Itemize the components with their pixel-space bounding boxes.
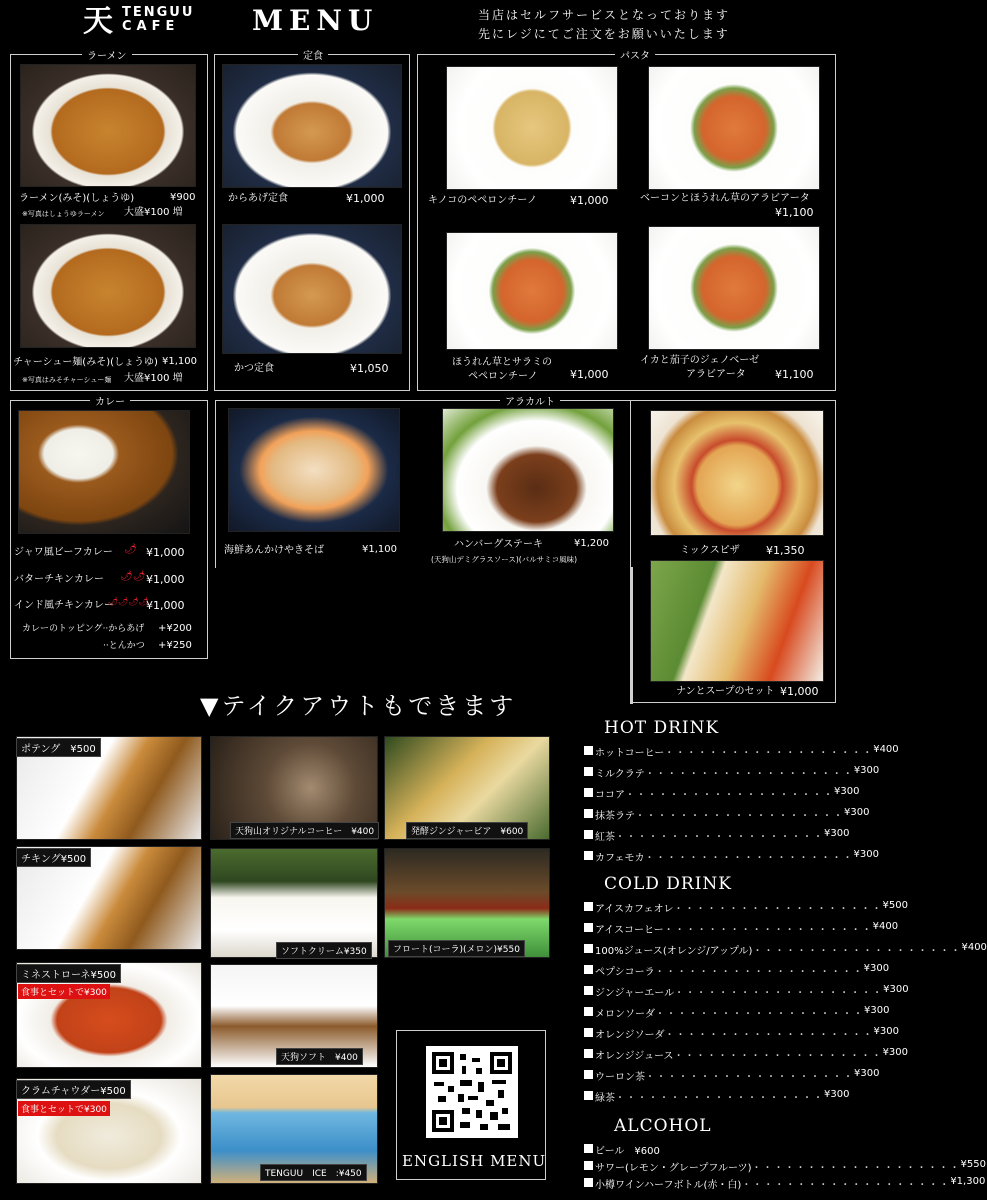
cold-drink-name: 100%ジュース(オレンジ/アップル) xyxy=(595,946,753,957)
hot-drink-price: ¥300 xyxy=(834,786,860,797)
leader-dots: ・・・・・・・・・・・・・・・・・・・ xyxy=(654,967,864,978)
checkbox-square-icon xyxy=(584,788,593,797)
spinach-salami-peperoncino-photo xyxy=(446,232,618,350)
butter-chicken-curry-price: ¥1,000 xyxy=(146,573,185,586)
topping-tonkatsu: とんかつ xyxy=(108,641,145,651)
checkbox-square-icon xyxy=(584,965,593,974)
checkbox-square-icon xyxy=(584,1007,593,1016)
hot-drink-price: ¥300 xyxy=(853,765,880,776)
butter-chicken-curry-name: バターチキンカレー xyxy=(14,574,104,585)
hot-drink-heading: HOT DRINK xyxy=(604,718,720,738)
cold-drink-name: アイスコーヒー xyxy=(595,925,664,936)
minestrone-set-badge: 食事とセットで¥300 xyxy=(18,984,110,999)
potato-label: ポテング ¥500 xyxy=(16,738,101,757)
hot-drink-row xyxy=(584,849,879,864)
tengu-soft-label: 天狗ソフト ¥400 xyxy=(276,1048,363,1065)
karaage-teishoku-price: ¥1,000 xyxy=(346,192,385,205)
mix-pizza-photo xyxy=(650,410,824,536)
hot-drink-row xyxy=(584,744,899,759)
hamburg-steak-photo xyxy=(442,408,614,532)
katsu-teishoku-photo xyxy=(222,224,402,354)
hot-drink-name: ココア xyxy=(595,790,625,801)
karaage-teishoku-name: からあげ定食 xyxy=(228,193,288,204)
hot-drink-price: ¥300 xyxy=(853,849,879,860)
hot-drink-price: ¥300 xyxy=(844,807,870,818)
cold-drink-heading: COLD DRINK xyxy=(604,874,732,894)
qr-pattern xyxy=(432,1052,512,1132)
naan-soup-set-price: ¥1,000 xyxy=(780,685,819,698)
cold-drink-name: ジンジャーエール xyxy=(595,988,675,999)
checkbox-square-icon xyxy=(584,809,593,818)
notice-line2: 先にレジにてご注文をお願いいたします xyxy=(478,27,730,41)
cold-drink-name: オレンジジュース xyxy=(595,1051,674,1062)
curry-section-label: カレー xyxy=(90,393,130,408)
curry-topping-label: カレーのトッピング··からあげ xyxy=(22,624,145,634)
hamburg-steak-note: (天狗山デミグラスソース)(バルサミコ風味) xyxy=(431,555,578,564)
alacarte-divider-mask xyxy=(216,566,630,569)
alcohol-row xyxy=(584,1159,986,1174)
topping-karaage: からあげ xyxy=(108,624,145,634)
leader-dots: ・・・・・・・・・・・・・・・・・・・ xyxy=(664,1030,874,1041)
clam-chowder-set-badge: 食事とセットで¥300 xyxy=(18,1101,110,1116)
leader-dots: ・・・・・・・・・・・・・・・・・・・ xyxy=(615,1093,824,1104)
cold-drink-row xyxy=(584,984,909,999)
checkbox-square-icon xyxy=(584,1070,593,1079)
takeout-heading: ▼テイクアウトもできます xyxy=(200,692,517,720)
float-label: フロート(コーラ)(メロン)¥550 xyxy=(388,940,525,957)
chili-icon: 🌶🌶 xyxy=(120,571,146,582)
cold-drink-price: ¥300 xyxy=(873,1026,899,1037)
cold-drink-row xyxy=(584,1005,890,1020)
leader-dots: ・・・・・・・・・・・・・・・・・・・ xyxy=(625,790,834,801)
original-coffee-label: 天狗山オリジナルコーヒー ¥400 xyxy=(230,822,379,839)
leader-dots: ・・・・・・・・・・・・・・・・・・・ xyxy=(615,832,824,843)
curry-topping-title: カレーのトッピング xyxy=(22,624,103,634)
leader-dots xyxy=(660,1142,802,1157)
topping-tonkatsu-label: ··とんかつ xyxy=(103,641,145,651)
alcohol-name: ビール ¥600 xyxy=(595,1146,660,1157)
pasta-section-label: パスタ xyxy=(615,47,655,62)
qr-code-icon[interactable] xyxy=(426,1046,518,1138)
alacarte-section-label: アラカルト xyxy=(500,393,560,408)
chashu-ramen-note: ※写真はみそチャーシュー麺 xyxy=(22,376,112,384)
checkbox-square-icon xyxy=(584,851,593,860)
cold-drink-name: ウーロン茶 xyxy=(595,1072,645,1083)
indian-chicken-curry-price: ¥1,000 xyxy=(146,599,185,612)
checkbox-square-icon xyxy=(584,1028,593,1037)
cold-drink-row xyxy=(584,1026,899,1041)
soft-cream-label: ソフトクリーム¥350 xyxy=(276,942,372,959)
mushroom-peperoncino-name: キノコのペペロンチーノ xyxy=(428,195,538,206)
checkbox-square-icon xyxy=(584,830,593,839)
clam-chowder-label: クラムチャウダー¥500 xyxy=(16,1080,131,1099)
alacarte-divider xyxy=(630,567,633,704)
ginger-beer-label: 発酵ジンジャービア ¥600 xyxy=(406,822,528,839)
cold-drink-name: メロンソーダ xyxy=(595,1009,655,1020)
brand-line2: CAFE xyxy=(122,19,180,34)
tenguu-ice-label: TENGUU ICE :¥450 xyxy=(260,1164,367,1181)
cold-drink-row xyxy=(584,963,890,978)
hamburg-steak-price: ¥1,200 xyxy=(574,538,609,549)
alcohol-heading: ALCOHOL xyxy=(614,1116,712,1136)
teishoku-section-label: 定食 xyxy=(298,47,328,62)
chicken-label: チキング¥500 xyxy=(16,848,91,867)
chili-icon: 🌶 xyxy=(124,544,137,555)
notice-line1: 当店はセルフサービスとなっております xyxy=(478,8,731,22)
karaage-teishoku-photo xyxy=(222,64,402,188)
checkbox-square-icon xyxy=(584,1144,593,1153)
checkbox-square-icon xyxy=(584,1049,593,1058)
alcohol-row xyxy=(584,1176,986,1191)
cold-drink-price: ¥500 xyxy=(882,900,908,911)
alcohol-price: ¥1,300 xyxy=(950,1176,986,1187)
cold-drink-name: ペプシコーラ xyxy=(595,967,655,978)
hot-drink-row xyxy=(584,786,860,801)
cold-drink-price: ¥400 xyxy=(961,942,987,953)
checkbox-square-icon xyxy=(584,986,593,995)
leader-dots: ・・・・・・・・・・・・・・・・・・・ xyxy=(663,925,873,936)
chashu-ramen-photo xyxy=(20,224,196,348)
leader-dots: ・・・・・・・・・・・・・・・・・・・ xyxy=(741,1180,951,1191)
seafood-ankake-yakisoba-photo xyxy=(228,408,400,532)
cold-drink-price: ¥400 xyxy=(872,921,899,932)
chili-icon: 🌶🌶🌶🌶 xyxy=(108,597,149,606)
checkbox-square-icon xyxy=(584,902,593,911)
chashu-ramen-name: チャーシュー麺(みそ)(しょうゆ) xyxy=(13,357,158,368)
leader-dots: ・・・・・・・・・・・・・・・・・・・ xyxy=(655,1009,864,1020)
cold-drink-price: ¥300 xyxy=(882,1047,909,1058)
checkbox-square-icon xyxy=(584,1178,593,1187)
hot-drink-name: 紅茶 xyxy=(595,832,615,843)
squid-eggplant-genovese-price: ¥1,100 xyxy=(775,368,814,381)
naan-soup-set-photo xyxy=(650,560,824,682)
alcohol-row xyxy=(584,1142,802,1157)
cold-drink-name: アイスカフェオレ xyxy=(595,904,674,915)
seafood-ankake-yakisoba-price: ¥1,100 xyxy=(362,544,397,555)
cold-drink-price: ¥300 xyxy=(824,1089,850,1100)
leader-dots: ・・・・・・・・・・・・・・・・・・・ xyxy=(673,904,883,915)
cold-drink-row xyxy=(584,1047,909,1062)
hot-drink-name: ミルクラテ xyxy=(595,769,645,780)
indian-chicken-curry-name: インド風チキンカレー xyxy=(14,600,114,611)
ramen-price: ¥900 xyxy=(170,192,196,203)
leader-dots: ・・・・・・・・・・・・・・・・・・・ xyxy=(644,769,854,780)
checkbox-square-icon xyxy=(584,1161,593,1170)
leader-dots: ・・・・・・・・・・・・・・・・・・・ xyxy=(645,1072,854,1083)
mushroom-peperoncino-photo xyxy=(446,66,618,190)
leader-dots: ・・・・・・・・・・・・・・・・・・・ xyxy=(674,988,884,999)
cold-drink-price: ¥300 xyxy=(864,1005,890,1016)
spinach-salami-peperoncino-name1: ほうれん草とサラミの xyxy=(452,357,552,368)
mix-pizza-price: ¥1,350 xyxy=(766,544,805,557)
leader-dots: ・・・・・・・・・・・・・・・・・・・ xyxy=(664,748,874,759)
spinach-salami-peperoncino-name2: ペペロンチーノ xyxy=(468,371,538,382)
alcohol-name: サワー(レモン・グレープフルーツ) xyxy=(595,1163,752,1174)
cold-drink-row xyxy=(584,942,987,957)
leader-dots: ・・・・・・・・・・・・・・・・・・・ xyxy=(635,811,844,822)
squid-eggplant-genovese-name1: イカと茄子のジェノベーゼ xyxy=(640,355,760,366)
naan-soup-set-name: ナンとスープのセット xyxy=(676,686,775,697)
katsu-teishoku-price: ¥1,050 xyxy=(350,362,389,375)
hot-drink-row xyxy=(584,807,870,822)
ramen-note: ※写真はしょうゆラーメン xyxy=(22,210,105,218)
cold-drink-price: ¥300 xyxy=(883,984,909,995)
leader-dots: ・・・・・・・・・・・・・・・・・・・ xyxy=(751,1163,961,1174)
squid-eggplant-genovese-name2: アラビアータ xyxy=(686,369,746,380)
ramen-section-label: ラーメン xyxy=(82,47,132,62)
curry-photo xyxy=(18,410,190,534)
mix-pizza-name: ミックスピザ xyxy=(680,545,740,556)
cold-drink-price: ¥300 xyxy=(854,1068,880,1079)
java-beef-curry-price: ¥1,000 xyxy=(146,546,185,559)
squid-eggplant-genovese-photo xyxy=(648,226,820,350)
alcohol-price: ¥550 xyxy=(960,1159,986,1170)
brand-name xyxy=(122,6,194,34)
cold-drink-row xyxy=(584,1089,850,1104)
alcohol-name: 小樽ワインハーフボトル(赤・白) xyxy=(595,1180,742,1191)
hot-drink-price: ¥400 xyxy=(873,744,899,755)
checkbox-square-icon xyxy=(584,923,593,932)
bacon-spinach-arrabbiata-price: ¥1,100 xyxy=(775,206,814,219)
cold-drink-price: ¥300 xyxy=(863,963,890,974)
hot-drink-row xyxy=(584,828,850,843)
chashu-ramen-extra: 大盛¥100 増 xyxy=(124,373,183,384)
checkbox-square-icon xyxy=(584,746,593,755)
hot-drink-name: カフェモカ xyxy=(595,853,645,864)
hot-drink-name: 抹茶ラテ xyxy=(595,811,635,822)
mushroom-peperoncino-price: ¥1,000 xyxy=(570,194,609,207)
checkbox-square-icon xyxy=(584,944,593,953)
ramen-extra: 大盛¥100 増 xyxy=(124,207,183,218)
topping-tonkatsu-price: +¥250 xyxy=(158,640,192,651)
bacon-spinach-arrabbiata-name: ベーコンとほうれん草のアラビアータ xyxy=(640,193,810,204)
logo-icon: 天 xyxy=(83,4,113,39)
page-title: MENU xyxy=(252,4,379,37)
leader-dots: ・・・・・・・・・・・・・・・・・・・ xyxy=(644,853,854,864)
hot-drink-name: ホットコーヒー xyxy=(595,748,665,759)
ramen-photo xyxy=(20,64,196,187)
checkbox-square-icon xyxy=(584,767,593,776)
chashu-ramen-price: ¥1,100 xyxy=(162,356,197,367)
english-menu-link[interactable]: ENGLISH MENU xyxy=(402,1152,547,1170)
cold-drink-name: オレンジソーダ xyxy=(595,1030,665,1041)
self-service-notice xyxy=(478,6,730,44)
spinach-salami-peperoncino-price: ¥1,000 xyxy=(570,368,609,381)
leader-dots: ・・・・・・・・・・・・・・・・・・・ xyxy=(673,1051,883,1062)
java-beef-curry-name: ジャワ風ビーフカレー xyxy=(14,547,113,558)
katsu-teishoku-name: かつ定食 xyxy=(234,363,274,374)
checkbox-square-icon xyxy=(584,1091,593,1100)
hot-drink-price: ¥300 xyxy=(824,828,850,839)
brand-line1: TENGUU xyxy=(122,5,195,20)
hot-drink-row xyxy=(584,765,880,780)
leader-dots: ・・・・・・・・・・・・・・・・・・・ xyxy=(752,946,962,957)
cold-drink-name: 緑茶 xyxy=(595,1093,615,1104)
ramen-name: ラーメン(みそ)(しょうゆ) xyxy=(19,193,135,204)
cold-drink-row xyxy=(584,900,908,915)
cold-drink-row xyxy=(584,1068,880,1083)
minestrone-label: ミネストローネ¥500 xyxy=(16,964,121,983)
seafood-ankake-yakisoba-name: 海鮮あんかけやきそば xyxy=(224,545,324,556)
cold-drink-row xyxy=(584,921,899,936)
bacon-spinach-arrabbiata-photo xyxy=(648,66,820,190)
hamburg-steak-name: ハンバーグステーキ xyxy=(454,539,543,550)
topping-karaage-price: +¥200 xyxy=(158,623,192,634)
